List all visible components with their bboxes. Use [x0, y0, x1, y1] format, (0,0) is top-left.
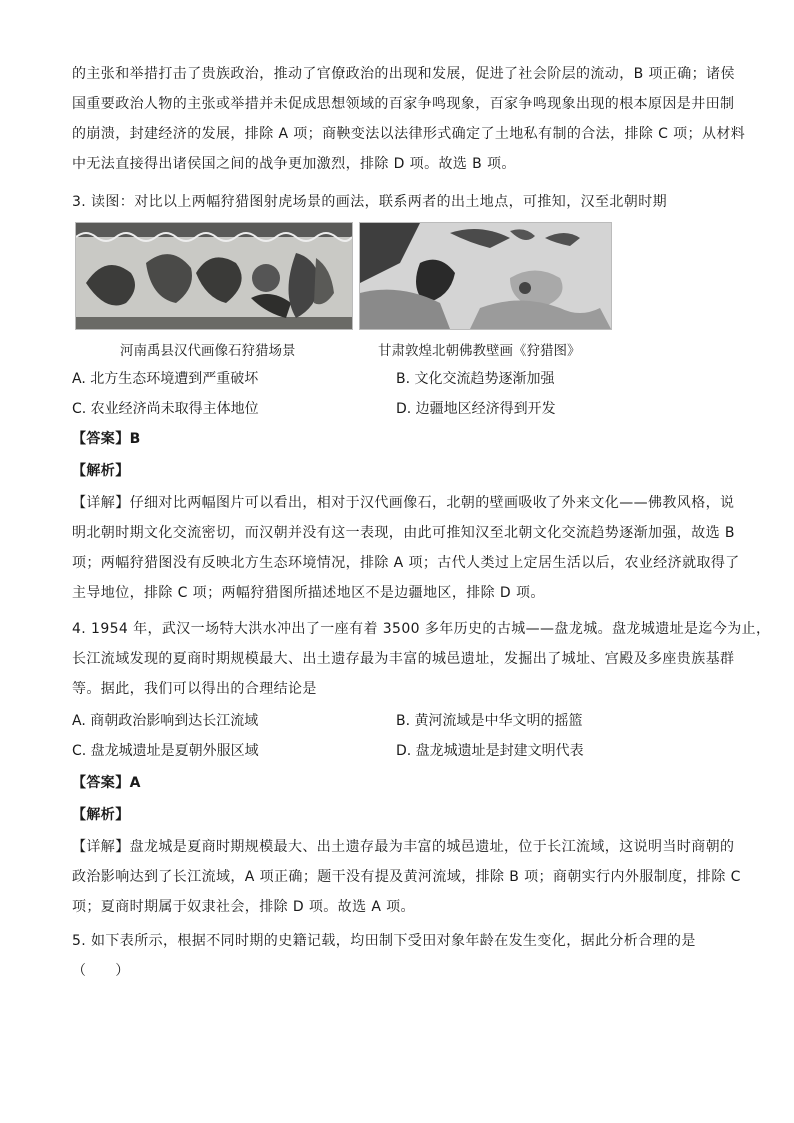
q3-option-a: A. 北方生态环境遭到严重破坏 — [72, 371, 259, 387]
q4-answer: 【答案】A — [72, 775, 141, 791]
intro-line-3: 的崩溃，封建经济的发展，排除 A 项；商鞅变法以法律形式确定了土地私有制的合法，排除 C 项；从材料 — [72, 126, 746, 142]
q4-option-c: C. 盘龙城遗址是夏朝外服区域 — [72, 743, 259, 759]
q3-caption-left: 河南禹县汉代画像石狩猎场景 — [120, 343, 296, 359]
q4-detail-line-3: 项；夏商时期属于奴隶社会，排除 D 项。故选 A 项。 — [72, 899, 415, 915]
q4-detail-line-2: 政治影响达到了长江流域，A 项正确；题干没有提及黄河流域，排除 B 项；商朝实行内外服制度，排除 C — [72, 869, 741, 885]
q3-option-c: C. 农业经济尚未取得主体地位 — [72, 401, 259, 417]
q5-answer-parentheses: （ ） — [72, 963, 130, 979]
q3-detail-line-3: 项；两幅狩猎图没有反映北方生态环境情况，排除 A 项；古代人类过上定居生活以后，农业经济就取得了 — [72, 555, 740, 571]
q3-caption-right: 甘肃敦煌北朝佛教壁画《狩猎图》 — [378, 343, 581, 359]
q3-stem: 3. 读图：对比以上两幅狩猎图射虎场景的画法，联系两者的出土地点，可推知，汉至北朝时期 — [72, 194, 668, 210]
intro-line-2: 国重要政治人物的主张或举措并未促成思想领域的百家争鸣现象，百家争鸣现象出现的根本原因是井田制 — [72, 96, 735, 112]
q4-option-d: D. 盘龙城遗址是封建文明代表 — [396, 743, 584, 759]
q3-answer: 【答案】B — [72, 431, 141, 447]
q3-detail-line-2: 明北朝时期文化交流密切，而汉朝并没有这一表现，由此可推知汉至北朝文化交流趋势逐渐加强，故选 B — [72, 525, 735, 541]
q4-analysis-heading: 【解析】 — [72, 807, 130, 823]
q4-option-b: B. 黄河流域是中华文明的摇篮 — [396, 713, 583, 729]
han-stone-relief-image — [75, 222, 353, 330]
q4-option-a: A. 商朝政治影响到达长江流域 — [72, 713, 259, 729]
q3-option-d: D. 边疆地区经济得到开发 — [396, 401, 556, 417]
q3-option-b: B. 文化交流趋势逐渐加强 — [396, 371, 555, 387]
dunhuang-mural-image — [359, 222, 612, 330]
intro-line-1: 的主张和举措打击了贵族政治，推动了官僚政治的出现和发展，促进了社会阶层的流动，B 项正确；诸侯 — [72, 66, 735, 82]
q3-analysis-heading: 【解析】 — [72, 463, 130, 479]
q4-detail-line-1: 【详解】盘龙城是夏商时期规模最大、出土遗存最为丰富的城邑遗址，位于长江流域，这说明当时商朝的 — [72, 839, 735, 855]
intro-line-4: 中无法直接得出诸侯国之间的战争更加激烈，排除 D 项。故选 B 项。 — [72, 156, 516, 172]
q4-stem-line-3: 等。据此，我们可以得出的合理结论是 — [72, 681, 317, 697]
q3-detail-line-1: 【详解】仔细对比两幅图片可以看出，相对于汉代画像石，北朝的壁画吸收了外来文化——佛教风格，说 — [72, 495, 735, 511]
q4-stem-line-1: 4. 1954 年，武汉一场特大洪水冲出了一座有着 3500 多年历史的古城——盘龙城。盘龙城遗址是迄今为止， — [72, 621, 771, 637]
q4-stem-line-2: 长江流域发现的夏商时期规模最大、出土遗存最为丰富的城邑遗址，发掘出了城址、宫殿及多座贵族基群 — [72, 651, 735, 667]
q5-stem: 5. 如下表所示，根据不同时期的史籍记载，均田制下受田对象年龄在发生变化，据此分析合理的是 — [72, 933, 696, 949]
q3-detail-line-4: 主导地位，排除 C 项；两幅狩猎图所描述地区不是边疆地区，排除 D 项。 — [72, 585, 545, 601]
